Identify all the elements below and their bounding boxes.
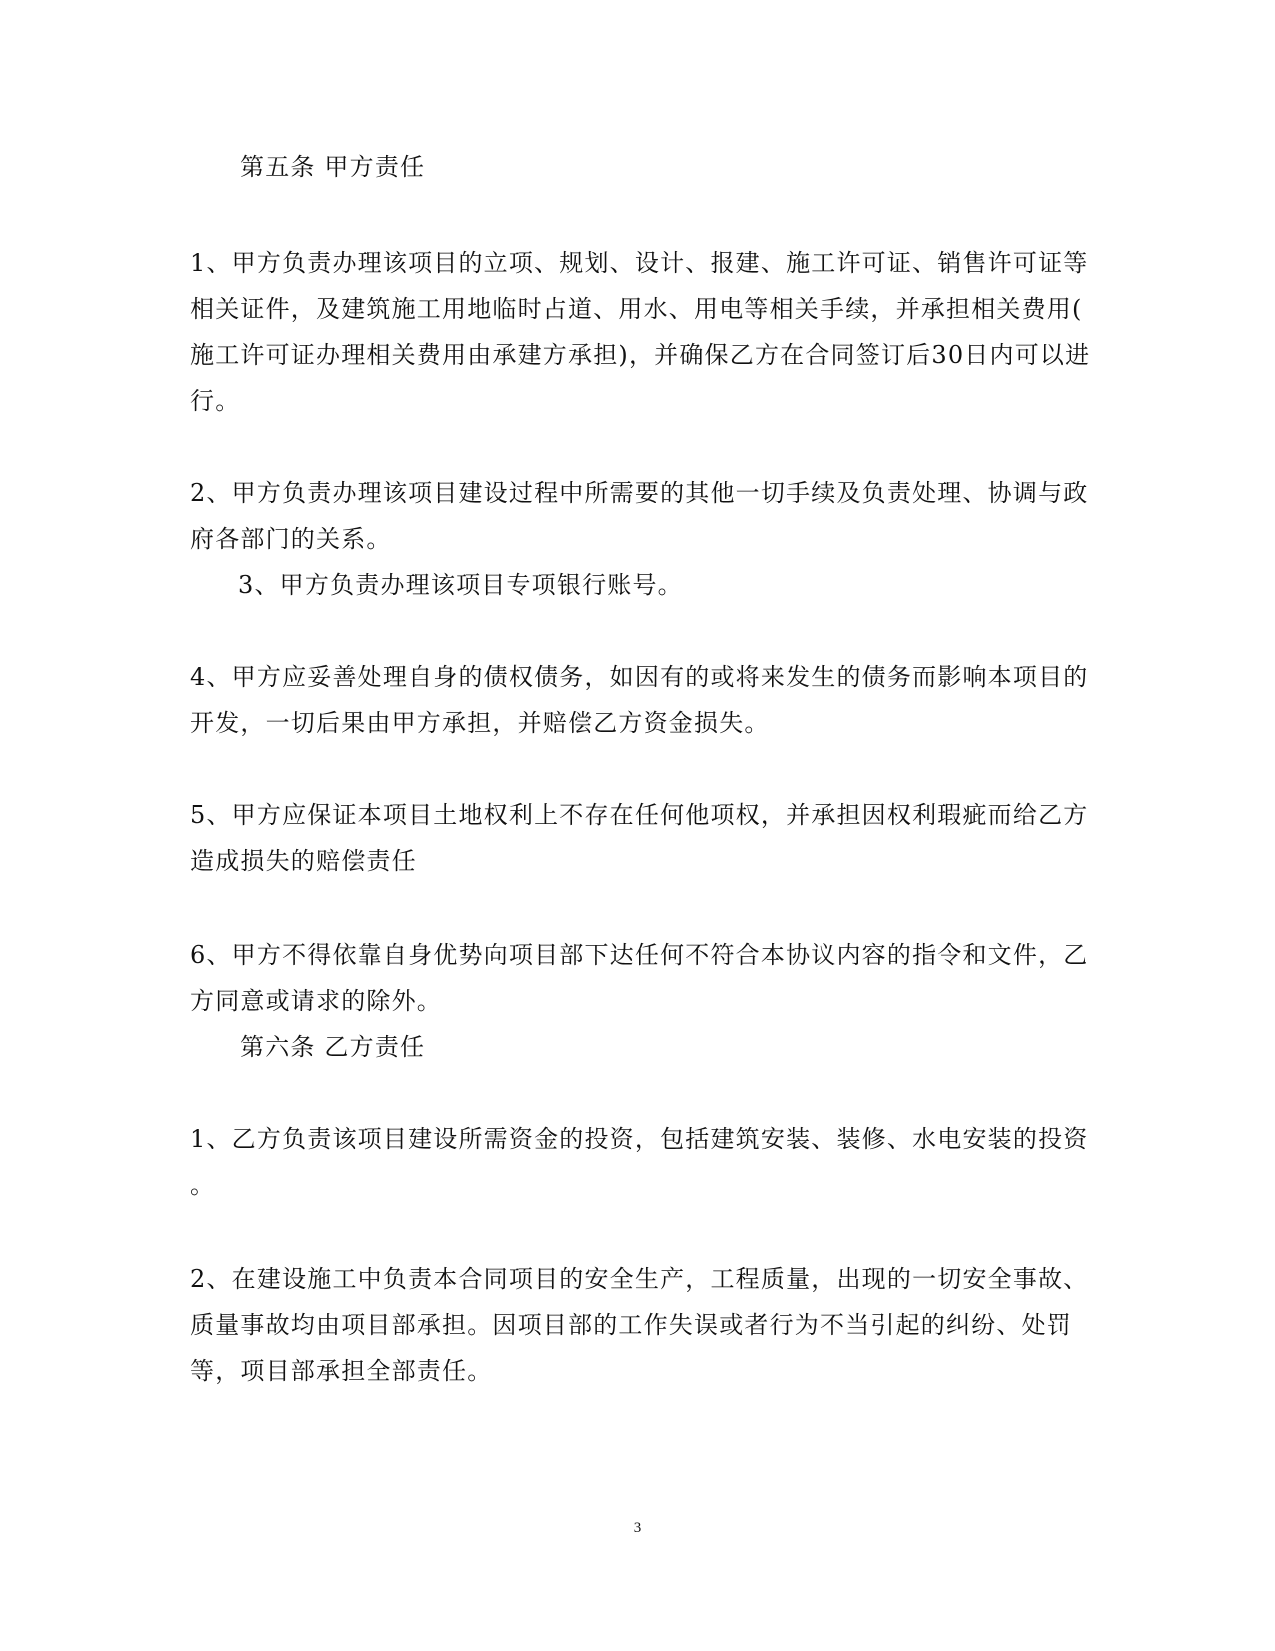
article-5-item-3-line-1: 3、甲方负责办理该项目专项银行账号。 <box>238 571 683 599</box>
article-6-item-1-line-2: 。 <box>190 1171 216 1199</box>
article-5-item-5-line-2: 造成损失的赔偿责任 <box>190 847 417 875</box>
article-5-item-2-line-1: 2、甲方负责办理该项目建设过程中所需要的其他一切手续及负责处理、协调与政 <box>190 479 1089 507</box>
article-5-item-1-line-3: 施工许可证办理相关费用由承建方承担)，并确保乙方在合同签订后30日内可以进 <box>190 341 1091 369</box>
article-5-item-1-line-2: 相关证件，及建筑施工用地临时占道、用水、用电等相关手续，并承担相关费用( <box>190 295 1083 323</box>
article-6-item-2-line-2: 质量事故均由项目部承担。因项目部的工作失误或者行为不当引起的纠纷、处罚 <box>190 1311 1072 1339</box>
article-5-item-1-line-1: 1、甲方负责办理该项目的立项、规划、设计、报建、施工许可证、销售许可证等 <box>190 249 1089 277</box>
article-6-heading: 第六条 乙方责任 <box>240 1033 426 1061</box>
article-5-item-5-line-1: 5、甲方应保证本项目土地权利上不存在任何他项权，并承担因权利瑕疵而给乙方 <box>190 801 1089 829</box>
article-6-item-1-line-1: 1、乙方负责该项目建设所需资金的投资，包括建筑安装、装修、水电安装的投资 <box>190 1125 1089 1153</box>
article-5-heading: 第五条 甲方责任 <box>240 153 426 181</box>
article-5-item-6-line-1: 6、甲方不得依靠自身优势向项目部下达任何不符合本协议内容的指令和文件，乙 <box>190 941 1089 969</box>
article-5-item-4-line-2: 开发，一切后果由甲方承担，并赔偿乙方资金损失。 <box>190 709 770 737</box>
article-6-item-2-line-1: 2、在建设施工中负责本合同项目的安全生产，工程质量，出现的一切安全事故、 <box>190 1265 1089 1293</box>
article-6-item-2-line-3: 等，项目部承担全部责任。 <box>190 1357 493 1385</box>
article-5-item-1-line-4: 行。 <box>190 387 241 415</box>
article-5-item-6-line-2: 方同意或请求的除外。 <box>190 987 442 1015</box>
page-number: 3 <box>633 1520 642 1536</box>
article-5-item-2-line-2: 府各部门的关系。 <box>190 525 392 553</box>
article-5-item-4-line-1: 4、甲方应妥善处理自身的债权债务，如因有的或将来发生的债务而影响本项目的 <box>190 663 1089 691</box>
